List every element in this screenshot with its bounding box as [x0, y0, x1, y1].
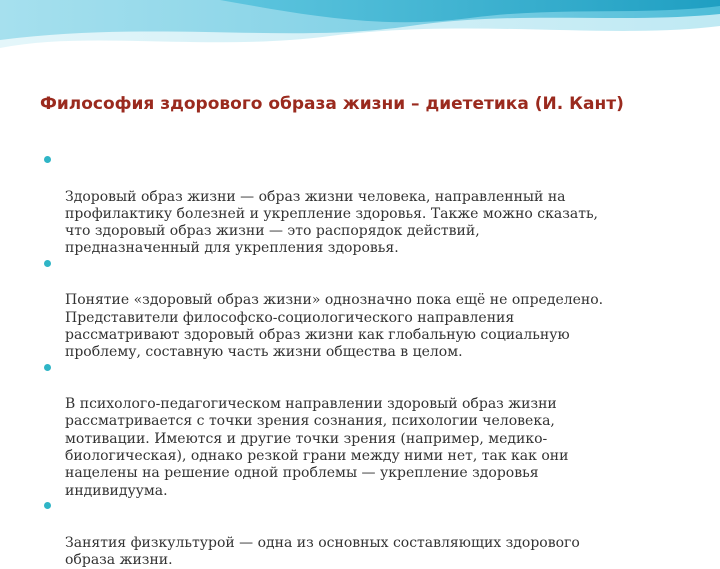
bullet-text: Занятия физкультурой — одна из основных составляющих здорового образа жизни.: [65, 534, 580, 568]
bullet-item: [44, 362, 684, 500]
bullet-dot-icon: [44, 260, 51, 267]
bullet-text: В психолого-педагогическом направлении здоровый образ жизни рассматривается с точки зрения сознания, психологии человека, мотивации. Имеются и другие точки зрения (например, медико- биологическая), однако резкой грани между ними нет, так как они нацелены на решение одной проблемы — укрепление здоровья индивидуума.: [65, 396, 569, 499]
bullet-item: [44, 258, 684, 362]
bullet-text: Здоровый образ жизни — образ жизни человека, направленный на профилактику болезней и укрепление здоровья. Также можно сказать, что здоровый образ жизни — это распорядок действий, предназначенный для укрепления здоровья.: [65, 188, 599, 257]
bullet-dot-icon: [44, 156, 51, 163]
bullet-list: [44, 154, 684, 569]
bullet-item: [44, 500, 684, 569]
bullet-dot-icon: [44, 364, 51, 371]
bullet-dot-icon: [44, 502, 51, 509]
slide-title: Философия здорового образа жизни – диететика (И. Кант): [40, 94, 624, 114]
header-wave-decoration: [0, 0, 720, 70]
bullet-item: [44, 154, 684, 258]
bullet-text: Понятие «здоровый образ жизни» однозначно пока ещё не определено. Представители философско-социологического направления рассматривают здоровый образ жизни как глобальную социальную проблему, составную часть жизни общества в целом.: [65, 292, 604, 361]
